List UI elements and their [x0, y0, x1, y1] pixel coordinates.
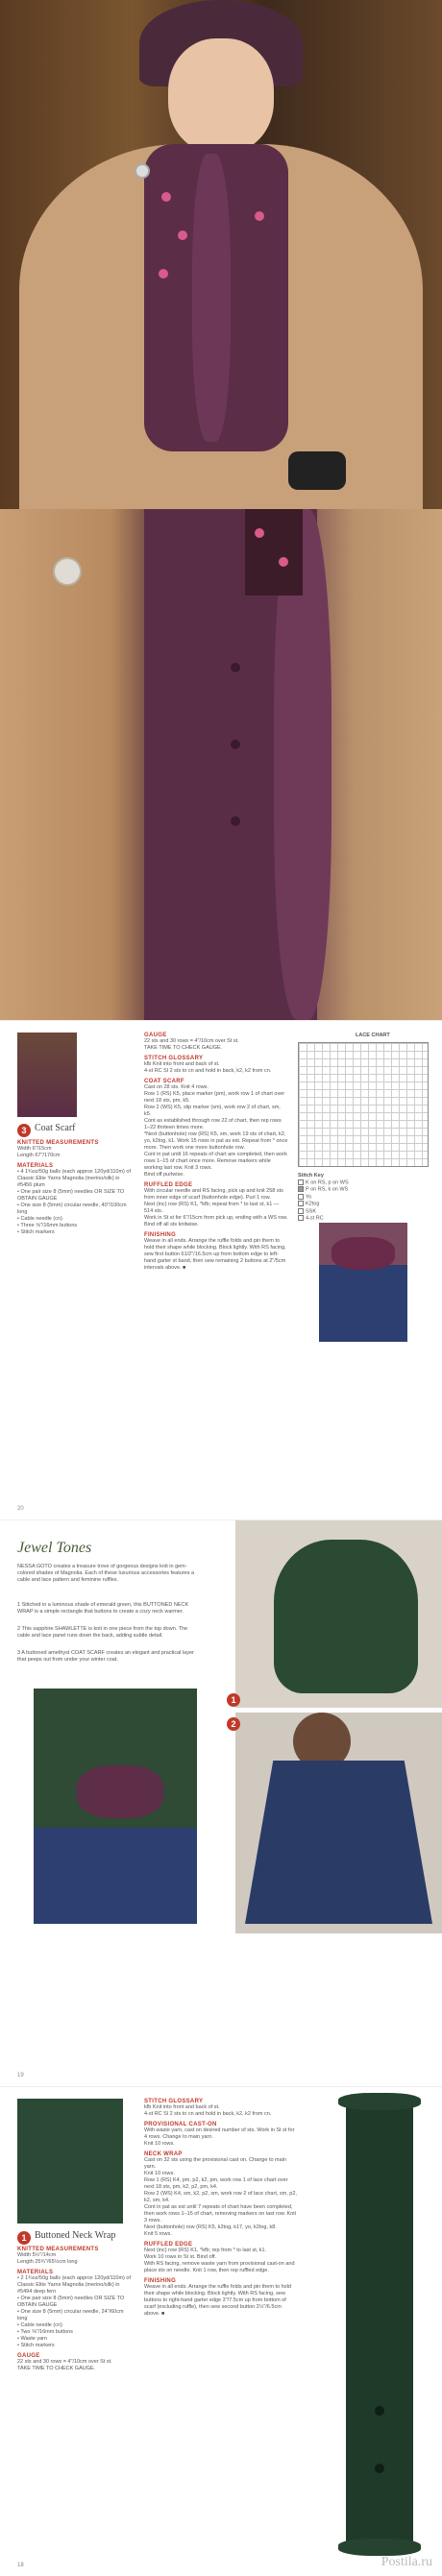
photo-coat-scarf-model — [0, 0, 442, 509]
stitch-glossary-heading: STITCH GLOSSARY — [144, 2099, 204, 2104]
button-icon — [231, 740, 240, 749]
stitch-key-item: 4-st RC — [298, 1215, 432, 1222]
feature-page-jewel-tones — [0, 1519, 442, 2086]
stitch-key-item: SSK — [298, 1208, 432, 1215]
pattern-page-coat-scarf — [0, 1020, 442, 1519]
gauge-heading: GAUGE — [144, 1033, 167, 1038]
neck-wrap-heading: NECK WRAP — [144, 2151, 183, 2157]
stitch-glossary-text: kfb Knit into front and back of st. 4-st RC Sl 2 sts to cn and hold in back, k2, k2 from cn. — [144, 2104, 272, 2117]
polka-dot — [161, 192, 171, 202]
bow-shape — [332, 1237, 395, 1270]
swatch-sapphire — [34, 1828, 197, 1924]
photo-neck-wrap — [235, 1520, 442, 1708]
stitch-glossary-heading: STITCH GLOSSARY — [144, 1056, 204, 1061]
neck-wrap-text: Cast on 32 sts using the provisional cast on. Change to main yarn. Knit 10 rows. Row 1 (RS) K4, pm, p2, k2, pm, work row 1 of lace chart over next 18 sts, pm, k2, p2, pm, k4. Row 2 (WS) K4, sm, k2, p2, sm, work row 2 of lace chart, sm, p2, k2, sm, k4. Cont in pat as est until 7 repeats of chart have been completed, then work rows 1–15 of chart, removing markers on last row. Knit 3 rows. Next (buttonhole) row (RS) K5, k2tog, k17, yo, k2tog, k8. Knit 5 rows. — [144, 2157, 297, 2237]
polka-dot — [255, 528, 264, 538]
gauge-heading: GAUGE — [17, 2353, 40, 2359]
dotted-blouse-shape — [245, 509, 303, 595]
feature-title: Jewel Tones — [17, 1540, 92, 1556]
ruffled-edge-heading: RUFFLED EDGE — [144, 2242, 193, 2248]
middle-column — [144, 1033, 288, 1272]
pattern-title: Coat Scarf — [35, 1123, 76, 1133]
button-icon — [231, 816, 240, 826]
swatch-blue — [319, 1265, 407, 1342]
neck-wrap-thumbnail — [17, 2099, 123, 2224]
finishing-heading: FINISHING — [144, 1232, 177, 1238]
finishing-text: Weave in all ends. Arrange the ruffle folds and pin them to hold their shape while blocking. Block lightly. With RS facing, sew buttons to right-hand garter edge 3"/7.5cm up from bottom of scarf (excluding ruffle), then sew second button 2½"/6.5cm above. ■ — [144, 2284, 291, 2317]
watermark-logo: Postila.ru — [381, 2555, 432, 2569]
chart-title: LACE CHART — [356, 1033, 390, 1038]
face-shape — [168, 38, 274, 154]
brooch-icon — [135, 163, 150, 179]
glove-shape — [288, 451, 346, 490]
pattern-number-badge: 3 — [17, 1124, 31, 1137]
gauge-text: 22 sts and 30 rows = 4"/10cm over St st. TAKE TIME TO CHECK GAUGE. — [17, 2359, 112, 2371]
materials-heading: MATERIALS — [17, 1163, 54, 1169]
stitch-key-heading: Stitch Key — [298, 1173, 324, 1179]
button-icon — [231, 663, 240, 672]
coat-scarf-thumbnail — [17, 1033, 77, 1117]
stitch-glossary-text: kfb Knit into front and back of st. 4-st RC Sl 2 sts to cn and hold in back, k2, k2 from cn. — [144, 1061, 272, 1074]
stitch-key-item: K2tog — [298, 1201, 432, 1207]
coat-scarf-text: Cast on 28 sts. Knit 4 rows. Row 1 (RS) K5, place marker (pm), work row 1 of chart over next 18 sts, pm, k5. Row 2 (WS) K5, slip marker (sm), work row 2 of chart, sm, k5. Cont as established through row 22 of chart, then rep rows 1–22 thirteen times more. *Next (buttonhole) row (RS) K5, sm, work 19 sts of chart, k2, yo, k2tog, k1. Work 15 rows in pat as est. Repeat from * once more. Then work one more buttonhole row. Cont in pat until 16 repeats of chart are completed, then work rows 1–15 of chart once more. Remove markers while working last row. Knit 3 rows. Bind off purlwise. — [144, 1084, 288, 1178]
middle-column — [144, 2099, 298, 2318]
stitch-key-item: K on RS, p on WS — [298, 1179, 432, 1186]
polka-dot — [159, 269, 168, 279]
stitch-key — [298, 1173, 432, 1223]
stitch-key-item: Yo — [298, 1194, 432, 1201]
coat-scarf-heading: COAT SCARF — [144, 1079, 184, 1084]
pattern-page-neck-wrap — [0, 2086, 442, 2576]
polka-dot — [279, 557, 288, 567]
finishing-text: Weave in all ends. Arrange the ruffle folds and pin them to hold their shape while blocking. Block lightly. With RS facing, sew first button 61/2"/16.5cm up from bottom edge to left-hand garter st band, then sew remaining 2 buttons at 2"/5cm intervals above. ■ — [144, 1238, 286, 1271]
lace-chart — [298, 1042, 429, 1167]
photo-scarf-closeup — [0, 509, 442, 1020]
materials-text: • 4 1¾oz/50g balls (each approx 120yd/110m) of Classic Elite Yarns Magnolia (merino/silk) in #5456 plum • One pair size 8 (5mm) needles OR SIZE TO OBTAIN GAUGE • One size 8 (5mm) circular needle, 40"/100cm long • Cable needle (cn) • Three ⅝"/16mm buttons • Stitch markers — [17, 1169, 132, 1235]
photo-badge-2: 2 — [227, 1717, 240, 1731]
ruffled-edge-heading: RUFFLED EDGE — [144, 1182, 193, 1188]
feature-item-2: 2 This sapphire SHAWLETTE is knit in one piece from the top down. The cable and lace panel runs down the back, adding subtle detail. — [17, 1626, 188, 1639]
ruffle-shape — [192, 154, 231, 442]
measurements-heading: KNITTED MEASUREMENTS — [17, 1140, 99, 1146]
measurements-heading: KNITTED MEASUREMENTS — [17, 2247, 99, 2252]
pattern-title: Buttoned Neck Wrap — [35, 2230, 116, 2241]
stitch-key-item: P on RS, k on WS — [298, 1186, 432, 1193]
feature-intro: NESSA GOTO creates a treasure trove of gorgeous designs knit in gem-colored shades of Magnolia. Each of these luxurious accessories features a cable and lace pattern and feminine ruffles. — [17, 1564, 195, 1583]
left-column — [17, 1140, 133, 1236]
photo-badge-1: 1 — [227, 1693, 240, 1707]
photo-shawlette — [235, 1713, 442, 1933]
pattern-number-badge: 1 — [17, 2231, 31, 2245]
gauge-text: 22 sts and 30 rows = 4"/10cm over St st. TAKE TIME TO CHECK GAUGE. — [144, 1038, 239, 1051]
bow-shape — [77, 1765, 163, 1818]
left-column — [17, 2247, 133, 2372]
materials-text: • 2 1¾oz/50g balls (each approx 120yd/110m) of Classic Elite Yarns Magnolia (merino/silk) in #5494 deep fern • One pair size 8 (5mm) needles OR SIZE TO OBTAIN GAUGE • One size 8 (5mm) circular needle, 24"/60cm long • Cable needle (cn) • Two ⅝"/16mm buttons • Waste yarn • Stitch markers — [17, 2275, 132, 2348]
provisional-heading: PROVISIONAL CAST-ON — [144, 2122, 217, 2127]
feature-item-3: 3 A buttoned amethyst COAT SCARF creates an elegant and practical layer that peeps out from under your winter coat. — [17, 1650, 194, 1663]
measurements-text: Width 5½"/14cm Length 25¾"/65½cm long — [17, 2252, 78, 2265]
provisional-text: With waste yarn, cast on desired number of sts. Work in St st for 4 rows. Change to main yarn. Knit 10 rows. — [144, 2127, 295, 2147]
feature-item-1: 1 Stitched in a luminous shade of emerald green, this BUTTONED NECK WRAP is a simple rectangle that buttons to create a cozy neck warmer. — [17, 1602, 189, 1615]
finishing-heading: FINISHING — [144, 2278, 177, 2284]
page-number: 19 — [17, 2073, 24, 2078]
materials-heading: MATERIALS — [17, 2270, 54, 2275]
measurements-text: Width 6"/15cm Length 67"/170cm — [17, 1146, 61, 1158]
polka-dot — [178, 231, 187, 240]
neck-wrap-product-photo — [346, 2099, 413, 2550]
page-number: 18 — [17, 2563, 24, 2568]
brooch-icon — [53, 557, 82, 586]
ruffled-edge-text: With circular needle and RS facing, pick up and knit 258 sts from inner edge of scarf (buttonhole edge). Purl 1 row. Next (inc) row (RS) K1, *kfb; repeat from * to last st, k1 — 514 sts. Work in St st for 6"/15cm from pick up, ending with a WS row. Bind off all sts knitwise. — [144, 1188, 288, 1227]
ruffled-edge-text: Next (inc) row (RS) K1, *kfb; rep from * to last st, k1. Work 10 rows in St st. Bind off. With RS facing, remove waste yarn from provisional cast-on and place sts on needle. Knit 1 row, then rep ruffled edge. — [144, 2248, 295, 2273]
polka-dot — [255, 211, 264, 221]
page-number: 20 — [17, 1506, 24, 1512]
